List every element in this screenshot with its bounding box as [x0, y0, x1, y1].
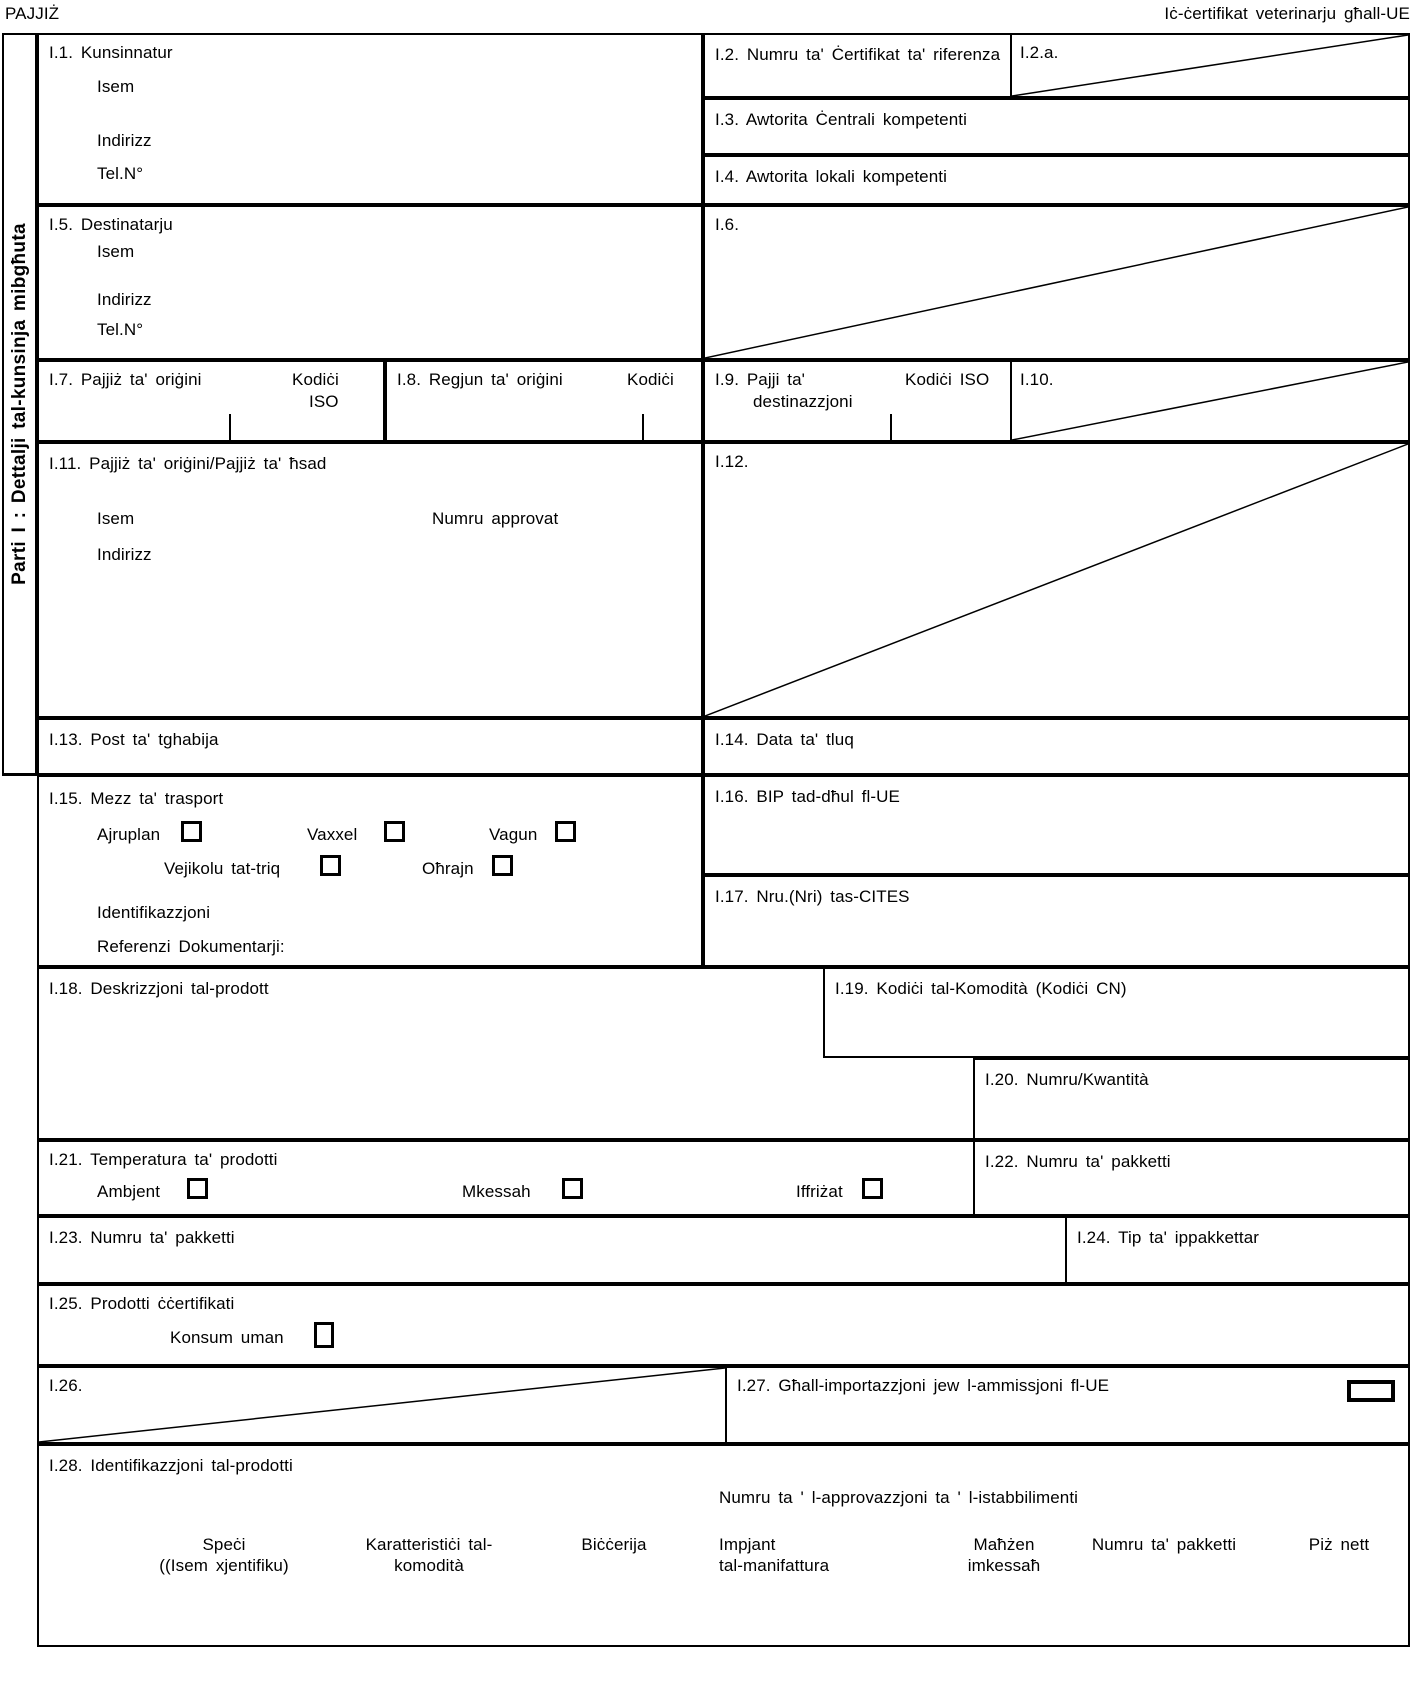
thick-divider	[37, 358, 1410, 361]
field-i28-label: I.28. Identifikazzjoni tal-prodotti	[49, 1456, 293, 1475]
field-i16-label: I.16. BIP tad-dħul fl-UE	[715, 787, 900, 806]
field-i16-bip-entry	[703, 775, 1410, 875]
field-i5-tel-label: Tel.N°	[97, 320, 144, 339]
field-i8-code-label: Kodiċi	[627, 370, 674, 389]
column-header-net-weight: Piż nett	[1308, 1535, 1370, 1554]
field-i26	[37, 1366, 727, 1444]
field-i20-quantity	[973, 1058, 1410, 1140]
thick-divider	[37, 965, 1410, 968]
field-i19-label: I.19. Kodiċi tal-Komodità (Kodiċi CN)	[835, 979, 1127, 998]
field-i4-label: I.4. Awtorita lokali kompetenti	[715, 167, 947, 186]
field-i5-label: I.5. Destinatarju	[49, 215, 173, 234]
checkbox-airplane[interactable]	[181, 821, 202, 842]
field-i21-product-temperature	[37, 1140, 975, 1216]
iso-code-tick	[229, 414, 231, 440]
field-i9-country-of-destination	[703, 360, 1012, 442]
field-i1-label: I.1. Kunsinnatur	[49, 43, 173, 62]
column-header-abattoir: Biċċerija	[581, 1535, 647, 1554]
page-title: PAJJIŻ	[5, 4, 60, 23]
field-i7-label: I.7. Pajjiż ta' oriġini	[49, 370, 202, 389]
checkbox-import-admission[interactable]	[1347, 1380, 1395, 1402]
field-i27-label: I.27. Għall-importazzjoni jew l-ammissjoni fl-UE	[737, 1376, 1110, 1395]
field-i5-address-label: Indirizz	[97, 290, 152, 309]
field-i15-doc-references-label: Referenzi Dokumentarji:	[97, 937, 285, 956]
field-i8-region-of-origin	[385, 360, 703, 442]
field-i24-label: I.24. Tip ta' ippakkettar	[1077, 1228, 1260, 1247]
field-i28-approval-number-label: Numru ta ' l-approvazzjoni ta ' l-istabbilimenti	[719, 1488, 1079, 1507]
diagonal-line	[705, 444, 1408, 716]
field-i14-date-of-departure	[703, 718, 1410, 775]
field-i3-central-authority	[703, 98, 1410, 155]
field-i7-iso-code-label: Kodiċi	[292, 370, 339, 389]
checkbox-frozen-label: Iffriżat	[796, 1182, 843, 1201]
checkbox-railway[interactable]	[555, 821, 576, 842]
field-i26-label: I.26.	[49, 1376, 83, 1395]
checkbox-other-label: Oħrajn	[422, 859, 474, 878]
field-i25-commodities-certified	[37, 1284, 1410, 1366]
code-tick	[642, 414, 644, 440]
checkbox-chilled-label: Mkessah	[462, 1182, 531, 1201]
field-i1-tel-label: Tel.N°	[97, 164, 144, 183]
field-i27-import-admission	[725, 1366, 1410, 1444]
diagonal-line	[1012, 35, 1408, 96]
field-i6-label: I.6.	[715, 215, 740, 234]
checkbox-airplane-label: Ajruplan	[97, 825, 161, 844]
field-i17-label: I.17. Nru.(Nri) tas-CITES	[715, 887, 910, 906]
checkbox-ship-label: Vaxxel	[307, 825, 358, 844]
column-header-number-of-packages: Numru ta' pakketti	[1091, 1535, 1237, 1554]
field-i1-name-label: Isem	[97, 77, 135, 96]
field-i12	[703, 442, 1410, 718]
field-i13-place-of-loading	[37, 718, 703, 775]
field-i10	[1010, 360, 1410, 442]
column-header-cold-store: Maħżen imkessaħ	[967, 1535, 1041, 1576]
column-header-manufacturing-plant: Impjant tal-manifattura	[719, 1535, 830, 1576]
field-i24-type-of-packaging	[1065, 1216, 1410, 1284]
checkbox-human-consumption[interactable]	[314, 1322, 334, 1348]
field-i25-label: I.25. Prodotti ċċertifikati	[49, 1294, 235, 1313]
checkbox-road-vehicle-label: Vejikolu tat-triq	[164, 859, 281, 878]
thick-divider	[37, 1364, 1410, 1367]
field-i15-means-of-transport	[37, 775, 703, 967]
field-i9-label-line2: destinazzjoni	[753, 392, 853, 411]
diagonal-line	[1012, 362, 1408, 440]
checkbox-ship[interactable]	[384, 821, 405, 842]
field-i9-label: I.9. Pajji ta'	[715, 370, 806, 389]
field-i11-name-label: Isem	[97, 509, 135, 528]
field-i2a	[1010, 33, 1410, 98]
field-i9-iso-code-label: Kodiċi ISO	[905, 370, 990, 389]
checkbox-road-vehicle[interactable]	[320, 855, 341, 876]
iso-code-tick	[890, 414, 892, 440]
checkbox-human-consumption-label: Konsum uman	[170, 1328, 284, 1347]
field-i4-local-authority	[703, 155, 1410, 205]
checkbox-frozen[interactable]	[862, 1178, 883, 1199]
field-i17-cites-number	[703, 875, 1410, 967]
field-i12-label: I.12.	[715, 452, 749, 471]
checkbox-railway-label: Vagun	[489, 825, 538, 844]
column-header-species: Speċi ((Isem xjentifiku)	[159, 1535, 289, 1576]
field-i3-label: I.3. Awtorita Ċentrali kompetenti	[715, 110, 967, 129]
field-i14-label: I.14. Data ta' tluq	[715, 730, 854, 749]
checkbox-ambient[interactable]	[187, 1178, 208, 1199]
field-i19-commodity-code	[823, 967, 1410, 1058]
field-i22-label: I.22. Numru ta' pakketti	[985, 1152, 1171, 1171]
field-i11-origin-harvest-country	[37, 442, 703, 718]
field-i2a-label: I.2.a.	[1020, 43, 1059, 62]
field-i7-iso-code-label2: ISO	[309, 392, 339, 411]
part-1-sidebar	[2, 33, 37, 775]
field-i6	[703, 205, 1410, 360]
field-i11-address-label: Indirizz	[97, 545, 152, 564]
diagonal-line	[705, 207, 1408, 358]
field-i1-address-label: Indirizz	[97, 131, 152, 150]
thick-divider	[37, 1442, 1410, 1445]
field-i2-certificate-ref	[703, 33, 1012, 98]
field-i28-identification-of-commodities	[37, 1444, 1410, 1647]
field-i2-label: I.2. Numru ta' Ċertifikat ta' riferenza	[715, 45, 1001, 64]
field-i23-label: I.23. Numru ta' pakketti	[49, 1228, 235, 1247]
field-i22-number-of-packages	[973, 1140, 1410, 1216]
field-i11-label: I.11. Pajjiż ta' oriġini/Pajjiż ta' ħsad	[49, 454, 327, 473]
column-header-nature-of-commodity: Karatteristiċi tal- komodità	[365, 1535, 493, 1576]
field-i23-number-of-packages	[37, 1216, 1067, 1284]
field-i15-identification-label: Identifikazzjoni	[97, 903, 211, 922]
field-i20-label: I.20. Numru/Kwantità	[985, 1070, 1149, 1089]
field-i8-label: I.8. Regjun ta' oriġini	[397, 370, 563, 389]
field-i1-consignor	[37, 33, 703, 205]
field-i5-consignee	[37, 205, 703, 360]
checkbox-chilled[interactable]	[562, 1178, 583, 1199]
field-i13-label: I.13. Post ta' tghabija	[49, 730, 219, 749]
diagonal-line	[39, 1368, 725, 1442]
certificate-title: Iċ-ċertifikat veterinarju għall-UE	[1164, 4, 1410, 23]
field-i18-label: I.18. Deskrizzjoni tal-prodott	[49, 979, 269, 998]
thick-divider	[2, 773, 1410, 776]
field-i10-label: I.10.	[1020, 370, 1054, 389]
part-1-sidebar-label: Parti I : Dettalji tal-kunsinja mibgħuta	[8, 223, 30, 585]
checkbox-other[interactable]	[492, 855, 513, 876]
field-i21-label: I.21. Temperatura ta' prodotti	[49, 1150, 278, 1169]
field-i15-label: I.15. Mezz ta' trasport	[49, 789, 224, 808]
field-i7-country-of-origin	[37, 360, 385, 442]
field-i11-approval-number-label: Numru approvat	[432, 509, 559, 528]
checkbox-ambient-label: Ambjent	[97, 1182, 161, 1201]
field-i5-name-label: Isem	[97, 242, 135, 261]
